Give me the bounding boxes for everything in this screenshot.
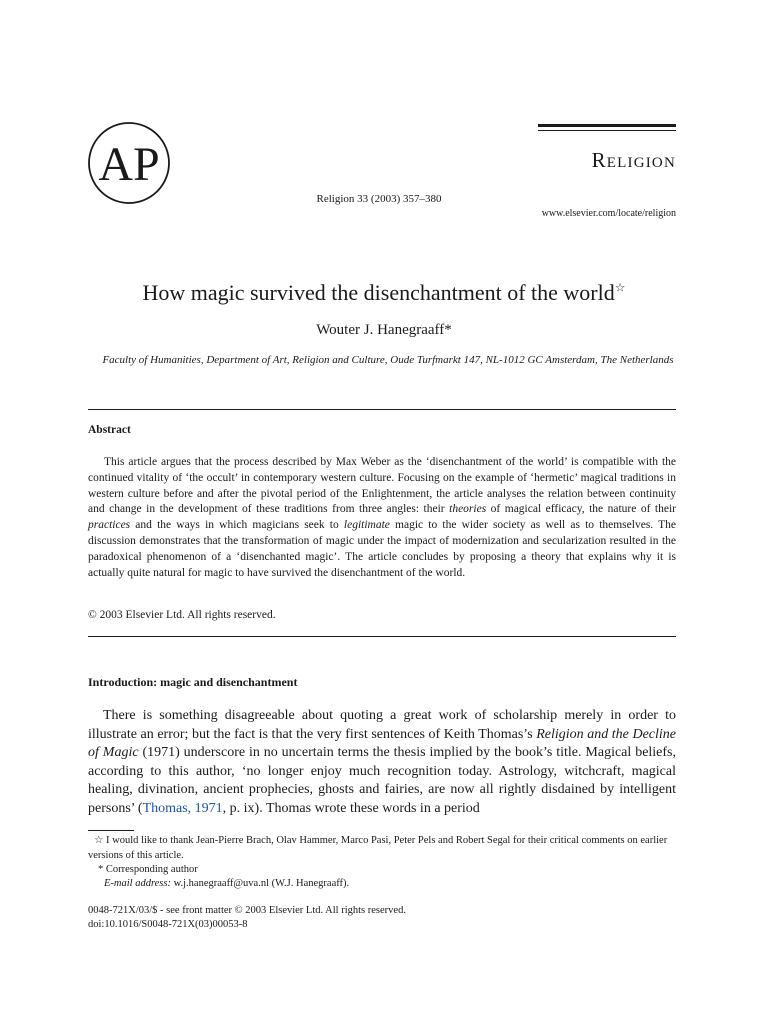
footnote-acknowledgement: ☆ I would like to thank Jean-Pierre Brach, Olav Hammer, Marco Pasi, Peter Pels and Robert Segal for their critical comments on earlier versions of this article. [88, 835, 668, 861]
abstract-copyright: © 2003 Elsevier Ltd. All rights reserved. [88, 609, 276, 621]
body-paragraph: There is something disagreeable about quoting a great work of scholarship merely in order to illustrate an error; but the fact is that the very first sentences of Keith Thomas’s Religion and the Decline of Magic (1971) underscore in no uncertain terms the thesis implied by the book’s title. Magical beliefs, according to this author, ‘no longer enjoy much recognition today. Astrology, witchcraft, magical healing, divination, ancient prophecies, ghosts and fairies, are now all rightly disdained by intelligent persons’ (Thomas, 1971, p. ix). Thomas wrote these words in a period [88, 708, 677, 816]
author-affiliation: Faculty of Humanities, Department of Art, Religion and Culture, Oude Turfmarkt 147, NL-1012 GC Amsterdam, The Netherlands [102, 354, 674, 366]
abstract-text: This article argues that the process described by Max Weber as the ‘disenchantment of the world’ is compatible with the continued vitality of ‘the occult’ in contemporary western culture. Focusing on the example of ‘hermetic’ magical traditions in western culture before and after the pivotal period of the Enlightenment, the article analyses the relation between continuity and change in the development of these traditions from three angles: their theories of magical efficacy, the nature of their practices and the ways in which magicians seek to legitimate magic to the wider society as well as to themselves. The discussion demonstrates that the transformation of magic under the impact of modernization and secularization resulted in the paradoxical phenomenon of a ‘disenchanted magic’. The article concludes by proposing a theory that explains why it is actually quite natural for magic to have survived the disenchantment of the world. [88, 456, 676, 579]
footnote-corresponding-author: * Corresponding author [98, 864, 198, 875]
footnote-email: E-mail address: w.j.hanegraaff@uva.nl (W.J. Hanegraaff). [104, 878, 350, 889]
issn-line: 0048-721X/03/$ - see front matter © 2003 Elsevier Ltd. All rights reserved. [88, 905, 406, 916]
footnote-rule [88, 830, 134, 831]
title-text: How magic survived the disenchantment of the world [142, 280, 615, 305]
author-name: Wouter J. Hanegraaff* [316, 322, 452, 338]
journal-url[interactable]: www.elsevier.com/locate/religion [541, 208, 676, 219]
title-footnote-mark[interactable]: ☆ [614, 280, 626, 295]
svg-text:AP: AP [98, 138, 160, 191]
citation-link[interactable]: Thomas, 1971 [142, 800, 223, 816]
article-title [40, 280, 728, 306]
email-address[interactable]: w.j.hanegraaff@uva.nl (W.J. Hanegraaff). [170, 878, 350, 889]
divider-bottom [88, 636, 676, 637]
ap-logo-icon [86, 120, 172, 206]
divider-top [88, 409, 676, 410]
publisher-logo [86, 120, 172, 206]
journal-citation: Religion 33 (2003) 357–380 [316, 193, 442, 205]
abstract-heading: Abstract [88, 424, 131, 436]
masthead-rules [538, 124, 676, 131]
section-heading: Introduction: magic and disenchantment [88, 675, 298, 689]
doi-line[interactable]: doi:10.1016/S0048-721X(03)00053-8 [88, 919, 248, 930]
journal-name: Religion [591, 148, 676, 172]
